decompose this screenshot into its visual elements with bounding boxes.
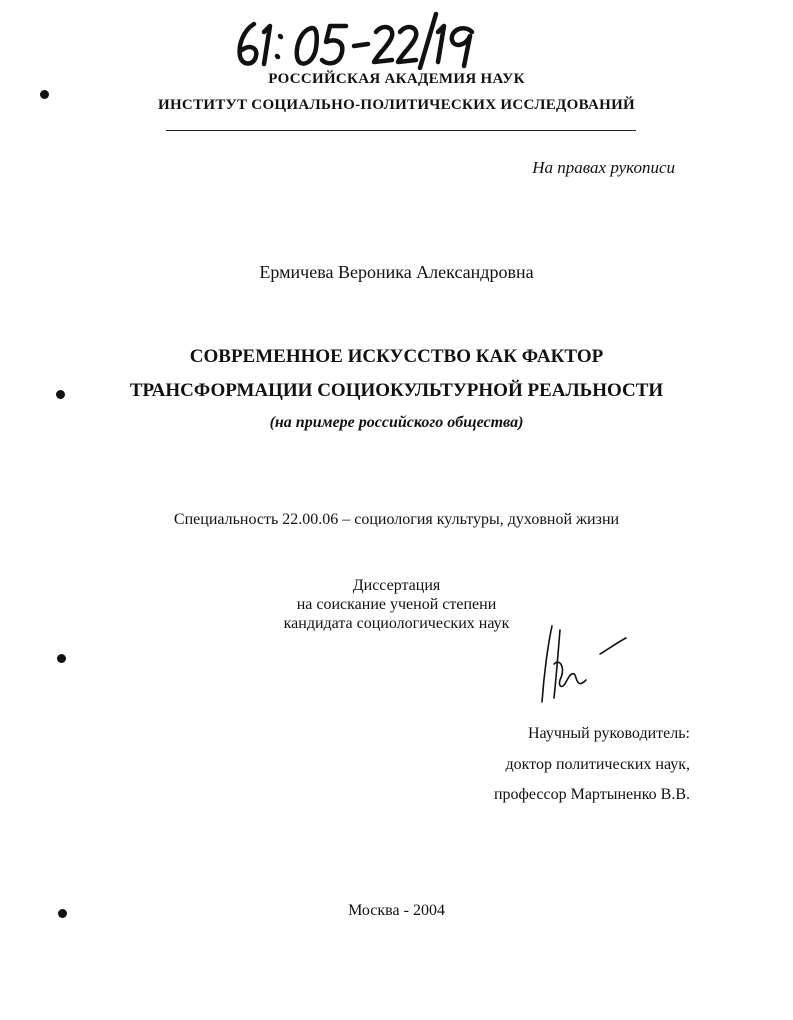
punch-hole — [56, 390, 65, 399]
header-divider — [166, 130, 636, 131]
rights-notice: На правах рукописи — [532, 158, 675, 177]
subtitle: (на примере российского общества) — [269, 414, 524, 431]
city-year: Москва - 2004 — [348, 902, 445, 919]
punch-hole — [57, 654, 66, 663]
dissertation-line-1: Диссертация — [352, 577, 441, 594]
advisor-degree: доктор политических наук, — [505, 756, 690, 773]
dissertation-line-3: кандидата социологических наук — [283, 615, 510, 632]
specialty-line: Специальность 22.00.06 – социология культуры, духовной жизни — [173, 511, 620, 528]
institute-name: ИНСТИТУТ СОЦИАЛЬНО-ПОЛИТИЧЕСКИХ ИССЛЕДОВАНИЙ — [158, 97, 635, 113]
title-line-1: СОВРЕМЕННОЕ ИСКУССТВО КАК ФАКТОР — [189, 346, 604, 367]
advisor-name: профессор Мартыненко В.В. — [493, 786, 690, 803]
author-name: Ермичева Вероника Александровна — [259, 262, 534, 282]
punch-hole — [40, 90, 49, 99]
handwritten-catalog-number — [228, 10, 478, 70]
academy-name: РОССИЙСКАЯ АКАДЕМИЯ НАУК — [268, 71, 525, 87]
dissertation-line-2: на соискание ученой степени — [296, 596, 497, 613]
handwritten-signature — [530, 624, 630, 706]
punch-hole — [58, 909, 67, 918]
title-line-2: ТРАНСФОРМАЦИИ СОЦИОКУЛЬТУРНОЙ РЕАЛЬНОСТИ — [129, 380, 664, 401]
advisor-label: Научный руководитель: — [527, 725, 690, 742]
